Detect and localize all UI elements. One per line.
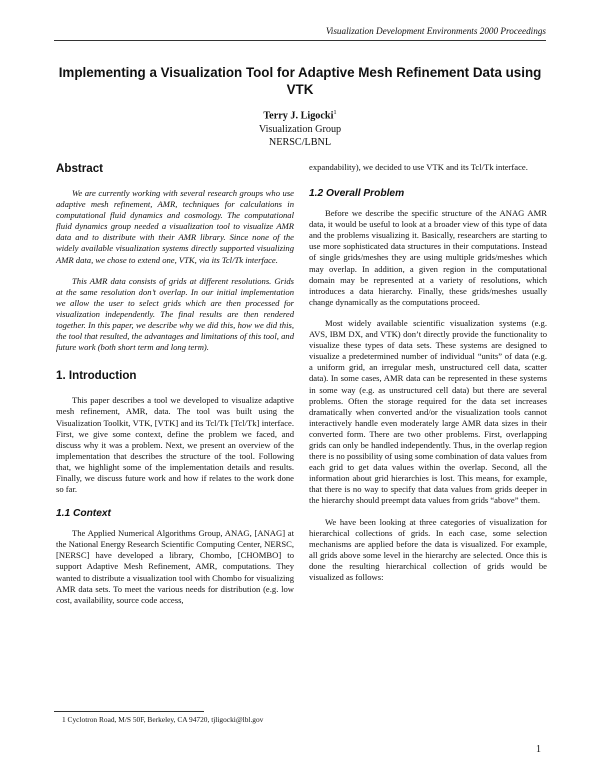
author-name xyxy=(54,106,546,123)
footnote: 1 Cyclotron Road, M/S 50F, Berkeley, CA 94720, tjligocki@lbl.gov xyxy=(62,715,264,724)
footnote-rule xyxy=(54,711,204,712)
author-block xyxy=(54,106,546,150)
running-header: Visualization Development Environments 2000 Proceedings xyxy=(325,26,546,36)
header-rule xyxy=(54,40,546,41)
author-affiliation-group: Visualization Group xyxy=(258,123,342,135)
context-paragraph-1-continued: expandability), we decided to use VTK and its Tcl/Tk interface. xyxy=(309,162,528,172)
footnote-mark: 1 xyxy=(333,109,337,116)
page-number: 1 xyxy=(536,744,541,755)
abstract-heading: Abstract xyxy=(56,162,104,175)
left-column xyxy=(56,162,294,606)
overall-paragraph-3: We have been looking at three categories of visualization for hierarchical collections of grids. In each case, some selection mechanisms are applied before the data is visualized. For example, all grids above some level in the hierarchy are selected. Once this is done the resulting hierarchical collection of grids would be visualized as follows: xyxy=(309,516,547,582)
introduction-paragraph-1: This paper describes a tool we developed to visualize adaptive mesh refinement, AMR, data. The tool was built using the Visualization Toolkit, VTK, [VTK] and its Tcl/Tk [Tcl/Tk] interface. First, we give some context, define the problem we faced, and discuss why it was a problem. Next, we present an overview of the implementation that describes the structure of the tool. Following that, we highlight some of the implementation details and results. Finally, we discuss future work and how if relates to the work done so far. xyxy=(56,395,294,495)
overall-paragraph-2: Most widely available scientific visualization systems (e.g. AVS, IBM DX, and VTK) don’t directly provide the functionality to visualize these types of data sets. These systems are designed to visualize a predetermined number of individual “units” of data (e.g. a uniform grid, an irregular mesh, unstructured cell data, scatter data). In some cases, AMR data can be represented in these systems in some way (e.g. as unstructured cell data) but there are several problems. Often the storage required for the data set increases dramatically when converted and/or the visualization tools cannot interactively handle even moderately large AMR data sizes in their converted form. There are two other problems. First, overlapping grids can only be handled independently. Thus, in the overlap region there is no possibility of using some combination of data values from each grid to get data values within the overlap. Second, all the information about grid hierarchies is lost. This means, for example, that there is no way to specify that data values from grids deeper in the hierarchy should preempt data values from grids “above” them. xyxy=(309,317,547,506)
abstract-paragraph-1: We are currently working with several research groups who use adaptive mesh refinement, AMR, techniques for calculations in computational fluid dynamics and cosmology. The computational fluid dynamics group needed a visualization tool to visualize AMR data and to distribute with their AMR library. Since none of the widely available visualization systems directly supported visualizing AMR data, we chose to extend one, VTK, via its Tcl/Tk interface. xyxy=(56,188,294,265)
context-heading: 1.1 Context xyxy=(56,508,111,520)
abstract-paragraph-2: This AMR data consists of grids at different resolutions. Grids at the same resolution don’t overlap. In our initial implementation we allow the user to select grids which are then processed for visualization independently. The final results are then rendered together. In this paper, we describe why we did this, how we did this, the tool that resulted, the advantages and limitations of this tool, and future work (both short term and long term). xyxy=(56,275,294,353)
overall-problem-heading: 1.2 Overall Problem xyxy=(309,188,405,200)
context-paragraph-1: The Applied Numerical Algorithms Group, ANAG, [ANAG] at the National Energy Research Scientific Computing Center, NERSC, [NERSC] have developed a library, Chombo, [CHOMBO] to support Adaptive Mesh Refinement, AMR, computations. They wanted to distribute a visualization tool with Chombo for visualizing AMR data sets. To meet the various needs for distribution (e.g. low cost, availability, source code access, xyxy=(56,528,294,605)
right-column xyxy=(309,162,547,583)
introduction-heading: 1. Introduction xyxy=(56,369,137,383)
author-name-text: Terry J. Ligocki xyxy=(263,110,334,122)
author-affiliation-org: NERSC/LBNL xyxy=(268,137,332,149)
paper-title: Implementing a Visualization Tool for Adaptive Mesh Refinement Data using VTK xyxy=(58,65,542,97)
overall-paragraph-1: Before we describe the specific structure of the ANAG AMR data, it would be useful to look at a broader view of this type of data and the problems visualizing it. Basically, researchers are starting to use more sophisticated data structures in their computations. Instead of single grids/meshes they are using multiple grids/meshes which may overlap. In addition, a given region in the computational domain may be represented at a variety of resolutions, which introduces a data hierarchy. Finally, these grids/meshes usually change dynamically as the computations proceed. xyxy=(309,208,547,307)
